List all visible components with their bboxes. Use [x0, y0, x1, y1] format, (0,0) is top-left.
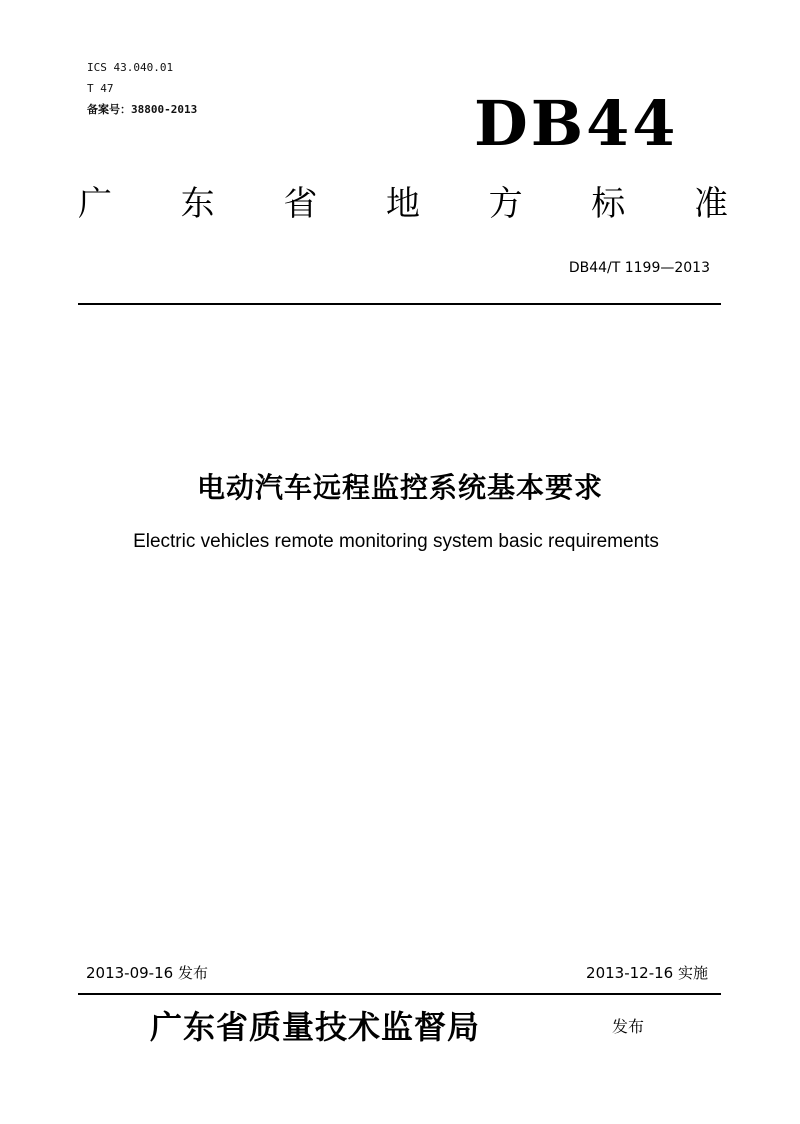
standard-type-heading	[78, 182, 728, 226]
issue-date: 2013-09-16 发布	[86, 964, 208, 982]
top-divider	[78, 303, 721, 305]
record-number: 备案号：38800-2013	[87, 103, 198, 116]
implementation-date: 2013-12-16 实施	[586, 964, 708, 982]
standard-type-char: 准	[693, 184, 728, 224]
bottom-divider	[78, 993, 721, 995]
standard-type-char: 方	[488, 184, 523, 224]
standard-number: DB44/T 1199—2013	[568, 260, 710, 276]
standard-type-char: 广	[78, 184, 112, 224]
classification-code: T 47	[87, 82, 114, 95]
ics-code: ICS 43.040.01	[87, 61, 174, 74]
standard-type-char: 地	[385, 184, 420, 224]
issuing-action: 发布	[612, 1017, 645, 1036]
standard-type-char: 东	[180, 184, 215, 224]
standard-type-char: 省	[283, 184, 318, 224]
standard-type-char: 标	[591, 184, 626, 224]
issuing-authority: 广东省质量技术监督局	[150, 1008, 481, 1046]
document-title-english: Electric vehicles remote monitoring system basic requirements	[133, 531, 659, 552]
db44-logo: DB44	[474, 87, 679, 160]
document-title-chinese: 电动汽车远程监控系统基本要求	[196, 471, 603, 504]
